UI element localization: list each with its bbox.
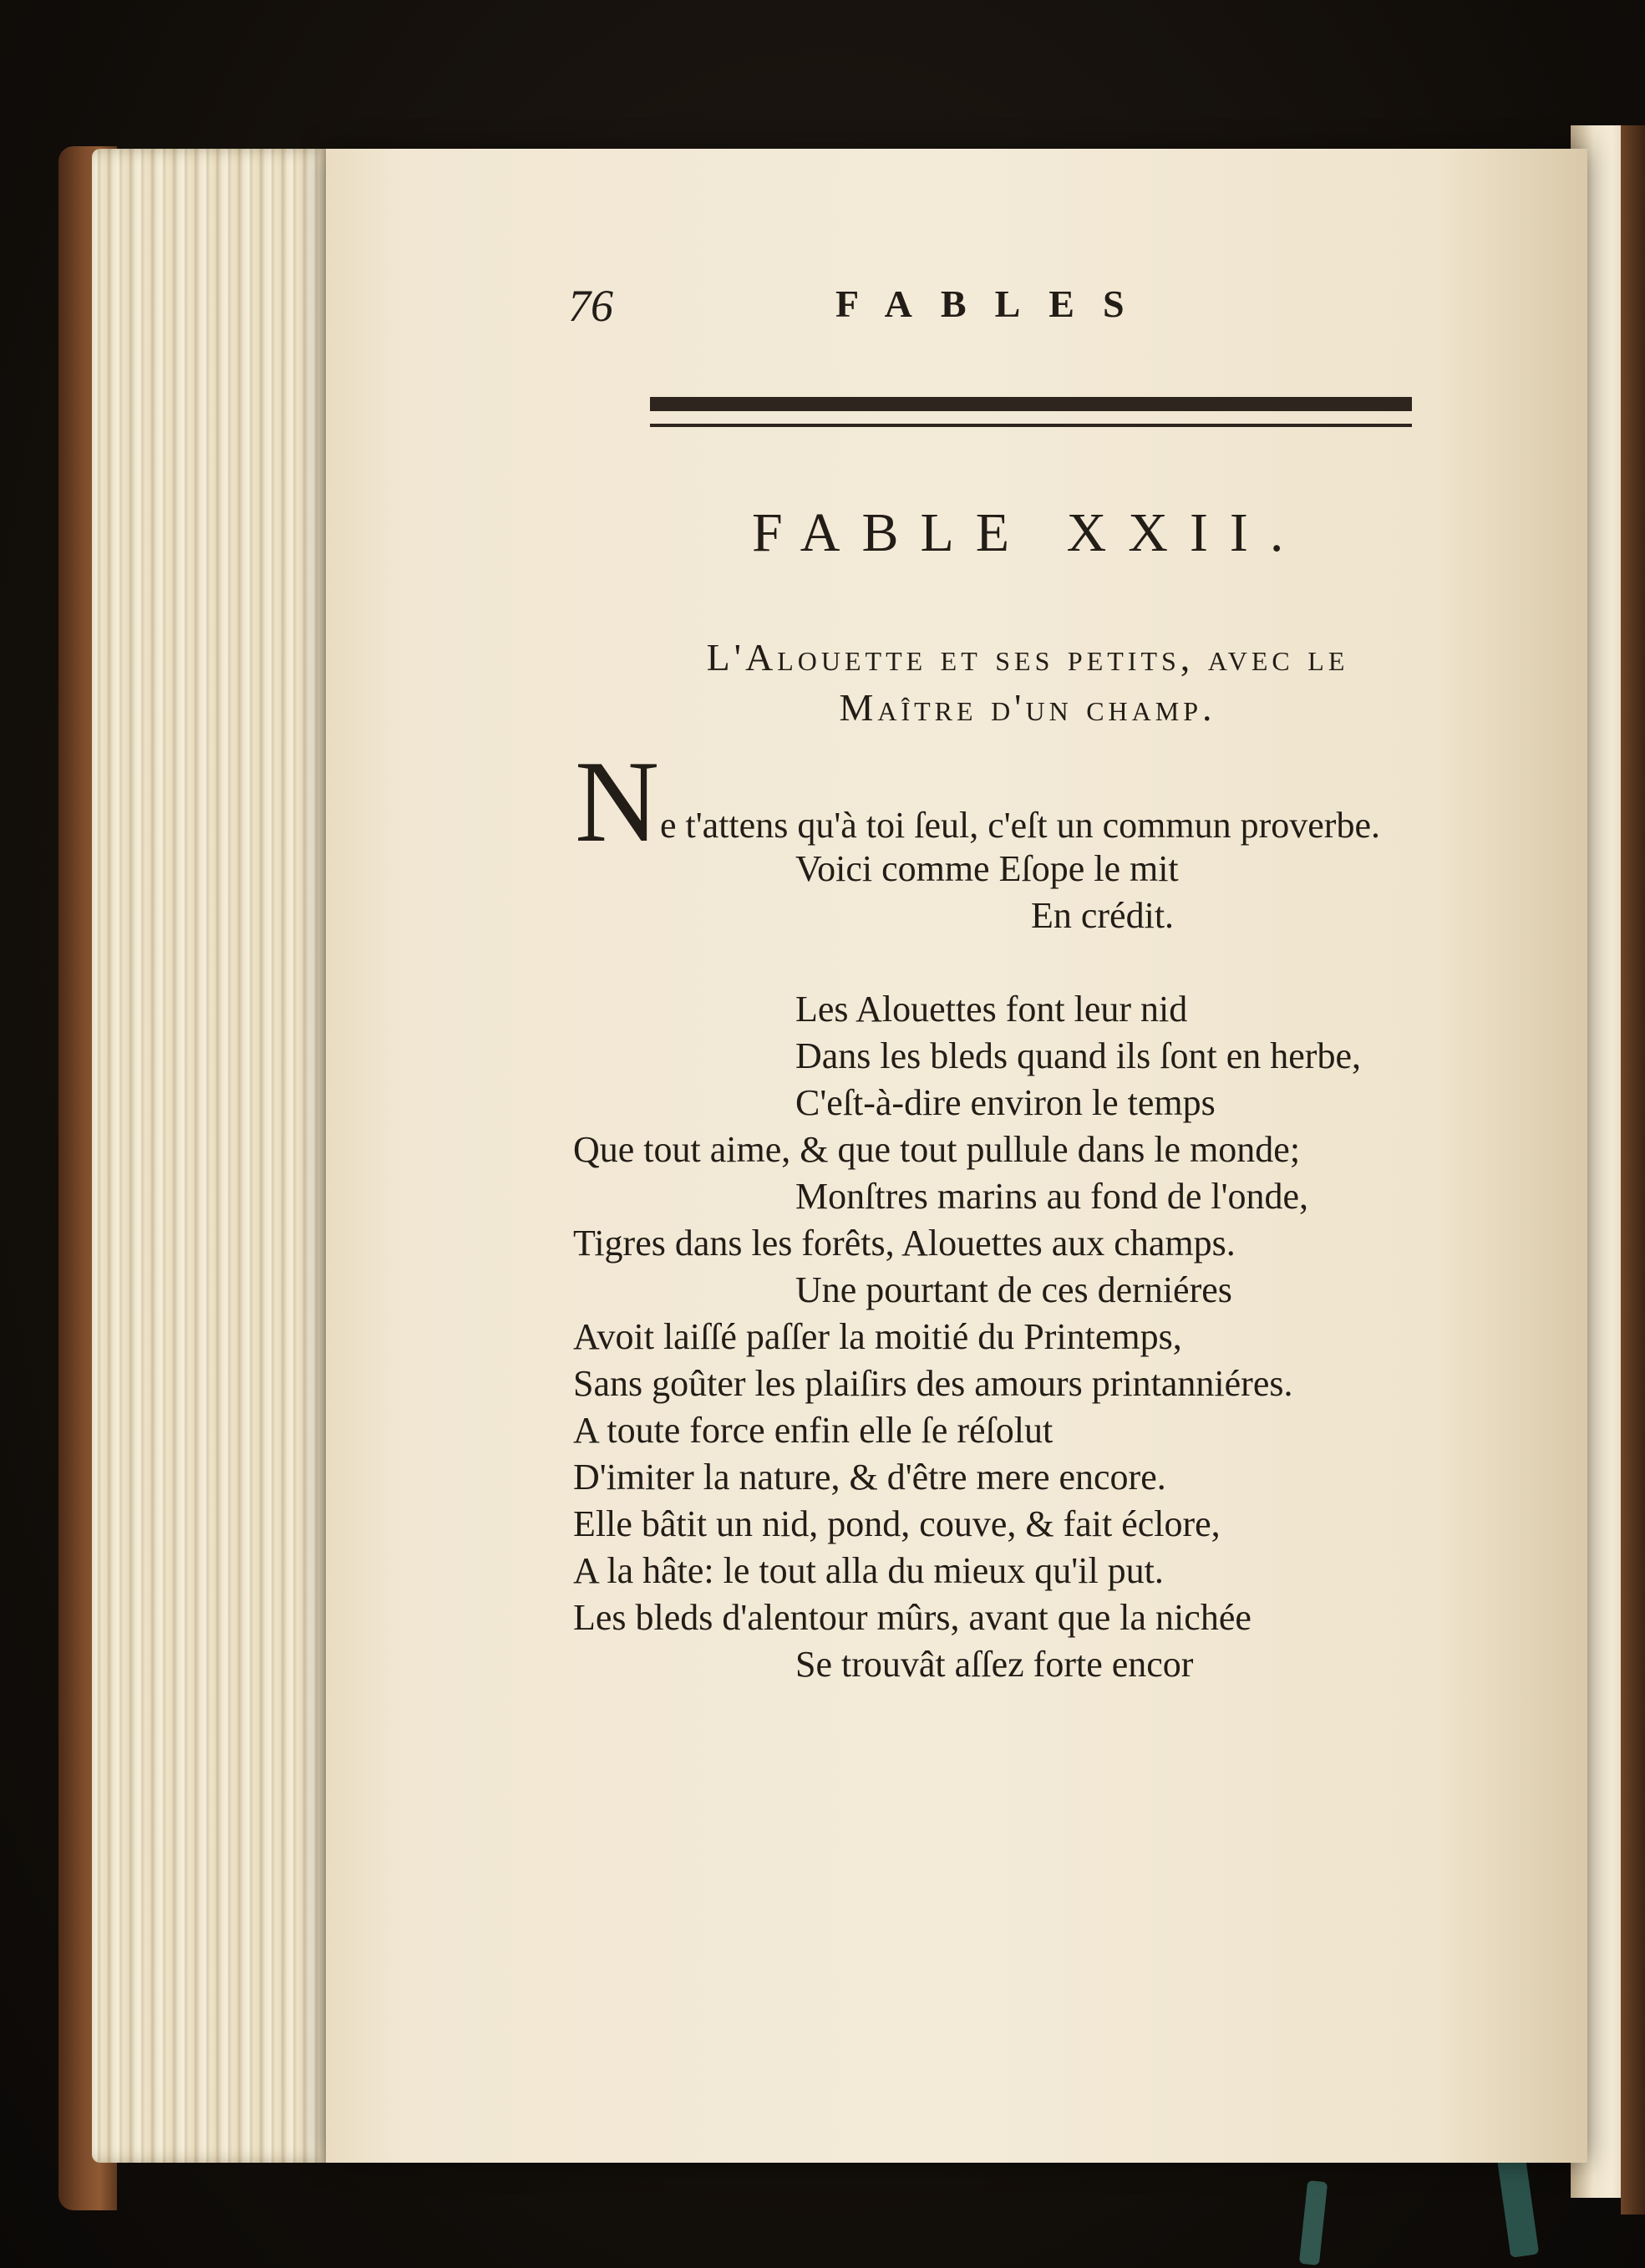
poem-line: C'eſt-à-dire environ le temps (795, 1082, 1216, 1123)
running-head (568, 280, 1470, 330)
ribbon-bookmark (1299, 2180, 1328, 2265)
poem-line: Se trouvât aſſez forte encor (795, 1644, 1194, 1685)
drop-cap: N (575, 737, 660, 867)
poem-line: Sans goûter les plaiſirs des amours printanniéres. (573, 1363, 1293, 1404)
poem-line: Avoit laiſſé paſſer la moitié du Printemps, (573, 1316, 1182, 1357)
poem-line: Voici comme Eſope le mit (795, 848, 1179, 889)
poem-line: A toute force enfin elle ſe réſolut (573, 1410, 1054, 1451)
subtitle-line: Maître d'un champ. (839, 686, 1216, 729)
poem-line: En crédit. (1031, 895, 1175, 936)
poem-line: Que tout aime, & que tout pullule dans le monde; (573, 1129, 1301, 1170)
poem-line: e t'attens qu'à toi ſeul, c'eſt un commun proverbe. (660, 805, 1380, 846)
poem-line: Les bleds d'alentour mûrs, avant que la nichée (573, 1597, 1252, 1638)
ornamental-rule-thick (650, 397, 1412, 411)
fable-heading: FABLE XXII. (752, 502, 1306, 563)
poem-line: A la hâte: le tout alla du mieux qu'il put. (573, 1550, 1164, 1591)
poem-line: Une pourtant de ces derniéres (795, 1269, 1232, 1310)
poem-line: Tigres dans les forêts, Alouettes aux champs. (573, 1223, 1236, 1264)
page-edges (92, 149, 334, 2163)
poem-line: D'imiter la nature, & d'être mere encore. (573, 1457, 1166, 1498)
ribbon-bookmark (1497, 2154, 1539, 2258)
poem-line: Les Alouettes font leur nid (795, 989, 1188, 1030)
fable-subtitle (585, 633, 1470, 733)
poem-line: Monſtres marins au fond de l'onde, (795, 1176, 1309, 1217)
book-page (326, 149, 1587, 2163)
ornamental-rule-thin (650, 424, 1412, 427)
page-number: 76 (568, 281, 613, 331)
leather-cover-right (1621, 125, 1645, 2215)
subtitle-line: L'Alouette et ses petits, avec le (706, 636, 1349, 679)
poem-line: Dans les bleds quand ils ſont en herbe, (795, 1035, 1361, 1076)
running-title: FABLES (835, 282, 1153, 325)
poem-line: Elle bâtit un nid, pond, couve, & fait éclore, (573, 1503, 1221, 1544)
